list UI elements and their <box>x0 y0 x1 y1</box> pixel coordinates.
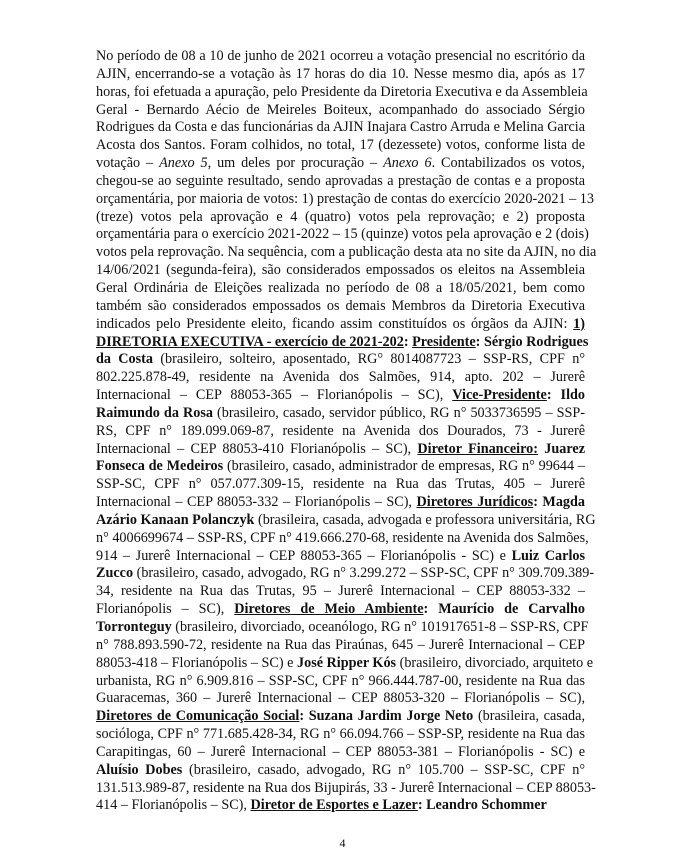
text-line <box>96 708 585 726</box>
text-line <box>96 529 589 548</box>
text-segment: (brasileiro, solteiro, aposentado, RG° 8014087723 – SSP-RS, CPF n° <box>153 351 585 368</box>
text-line <box>96 583 585 601</box>
emphasized-name-text: : Sérgio Rodrigues <box>475 333 589 350</box>
text-segment: orçamentária para o exercício 2021-2022 – 15 (quinze) votos pela aprovação e 2 (dois) <box>96 226 589 243</box>
text-line <box>96 779 596 798</box>
text-segment: Rodrigues da Costa e das funcionárias da AJIN Inajara Castro Arruda e Melina Garcia <box>96 119 585 136</box>
page-number: 4 <box>339 836 346 850</box>
text-line <box>96 565 595 583</box>
text-segment: indicados pelo Presidente eleito, ficando assim constituídos os órgãos da AJIN: <box>96 315 574 332</box>
text-segment: orçamentária, por maioria de votos: 1) prestação de contas do exercício 2020-2021 – 13 <box>96 190 594 207</box>
text-segment: 131.513.989-87, residente na Rua dos Bijupirás, 33 - Jurerê Internacional – CEP 88053- <box>96 779 596 796</box>
text-segment: (brasileiro, casado, administrador de empresas, RG n° 99644 – <box>223 458 585 475</box>
section-heading-text: Vice-Presidente <box>452 387 547 404</box>
text-line <box>96 548 585 566</box>
text-segment: Florianópolis – SC), <box>96 601 235 618</box>
text-line <box>96 351 585 369</box>
text-segment: (brasileiro, casado, advogado, RG n° 3.299.272 – SSP-SC, CPF n° 309.709.389- <box>133 565 595 582</box>
text-line <box>96 316 585 334</box>
text-segment: 802.225.878-49, residente na Avenida dos Salmões, 914, apto. 202 – Jurerê <box>96 369 585 386</box>
text-line <box>96 280 585 298</box>
emphasized-name-text: : Leandro Schommer <box>417 797 547 814</box>
section-heading-text: Diretor Financeiro: <box>417 440 538 457</box>
text-line <box>96 744 585 762</box>
text-line <box>96 173 585 191</box>
text-line <box>96 423 585 441</box>
text-segment: SSP-SC, CPF n° 057.077.309-15, residente na Rua das Trutas, 405 – Jurerê <box>96 476 585 493</box>
text-line <box>96 458 585 476</box>
text-segment: socióloga, CPF n° 771.685.428-34, RG n° 66.094.766 – SSP-SP, residente na Rua das <box>96 726 585 743</box>
text-segment: Anexo 5 <box>159 155 208 172</box>
text-line <box>96 405 585 423</box>
section-heading-text: 1) <box>573 315 585 332</box>
text-segment: Guaracemas, 360 – Jurerê Internacional – CEP 88053-320 – Florianópolis – SC), <box>96 690 585 707</box>
text-segment: RS, CPF n° 189.099.069-87, residente na Avenida dos Dourados, 73 - Jurerê <box>96 422 585 439</box>
text-line <box>96 726 585 744</box>
text-segment: Carapitingas, 60 – Jurerê Internacional – CEP 88053-381 – Florianópolis - SC) e <box>96 743 585 760</box>
text-line <box>96 209 585 227</box>
text-segment: (brasileiro, divorciado, arquiteto e <box>396 654 594 671</box>
text-segment: 34, residente na Rua das Trutas, 95 – Jurerê Internacional – CEP 88053-332 – <box>96 583 585 600</box>
text-line <box>96 369 585 387</box>
section-heading-text: Diretores de Comunicação Social <box>96 708 300 725</box>
text-line <box>96 119 585 137</box>
text-segment: Anexo 6 <box>383 155 432 172</box>
emphasized-name-text: da Costa <box>96 351 153 368</box>
section-heading-text: Diretores Jurídicos <box>416 494 534 511</box>
text-segment: (brasileiro, casado, servidor público, RG n° 5033736595 – SSP- <box>212 404 585 421</box>
text-segment: Geral - Bernardo Aécio de Meireles Boiteux, acompanhado do associado Sérgio <box>96 101 585 118</box>
text-segment: chegou-se ao seguinte resultado, sendo aprovadas a prestação de contas e a proposta <box>96 172 585 189</box>
text-line <box>96 441 585 459</box>
text-line <box>96 83 588 102</box>
text-segment: urbanista, RG n° 6.909.816 – SSP-SC, CPF n° 966.444.787-00, residente na Rua das <box>96 672 585 689</box>
emphasized-name-text: Luiz Carlos <box>511 547 585 564</box>
section-heading-text: DIRETORIA EXECUTIVA - exercício de 2021-202 <box>96 333 404 350</box>
emphasized-name-text: Torronteguy <box>96 619 172 635</box>
text-segment: 14/06/2021 (segunda-feira), são considerados empossados os eleitos na Assembleia <box>96 262 585 279</box>
emphasized-name-text: José Ripper Kós <box>297 654 397 671</box>
text-line <box>96 226 589 244</box>
emphasized-name-text: Raimundo da Rosa <box>96 404 213 421</box>
text-segment: Internacional – CEP 88053-365 – Florianópolis – SC), <box>96 387 453 404</box>
text-segment: . Contabilizados os votos, <box>431 155 585 172</box>
text-line <box>96 690 585 708</box>
text-line <box>96 66 585 84</box>
text-line <box>96 601 585 619</box>
emphasized-name-text: Azário Kanaan Polanczyk <box>96 511 255 528</box>
text-segment: AJIN, encerrando-se a votação às 17 horas do dia 10. Nesse mesmo dia, após as 17 <box>96 65 585 82</box>
text-segment: (brasileira, casada, <box>473 708 585 725</box>
text-line <box>96 511 596 530</box>
text-line <box>96 619 589 637</box>
body-paragraph <box>96 48 597 815</box>
emphasized-name-text: : <box>403 333 413 350</box>
section-heading-text: Diretores de Meio Ambiente <box>234 601 424 618</box>
text-line <box>96 637 585 655</box>
text-line <box>96 476 585 494</box>
text-line <box>96 244 597 262</box>
emphasized-name-text: Ildo <box>560 387 585 404</box>
emphasized-name-text: : Magda <box>533 494 585 511</box>
text-segment: 914 – Jurerê Internacional – CEP 88053-365 – Florianópolis - SC) e <box>96 547 512 564</box>
text-line <box>96 48 585 66</box>
text-line <box>96 155 585 173</box>
text-segment: (treze) votos pela aprovação e 4 (quatro) votos pela reprovação; e 2) proposta <box>96 208 585 225</box>
text-segment: Acosta dos Santos. Foram colhidos, no total, 17 (dezessete) votos, conforme lista de <box>96 137 585 154</box>
text-segment: 88053-418 – Florianópolis – SC) e <box>96 654 297 671</box>
text-line <box>96 190 594 209</box>
text-line <box>96 333 589 352</box>
text-segment: horas, foi efetuada a apuração, pelo Presidente da Diretoria Executiva e da Assembleia <box>96 83 588 100</box>
text-line <box>96 797 585 815</box>
text-segment: n° 4006699674 – SSP-RS, CPF n° 419.666.270-68, residente na Avenida dos Salmões, <box>96 529 589 546</box>
text-line <box>96 762 585 780</box>
text-line <box>96 494 585 512</box>
emphasized-name-text: Juarez <box>537 440 585 457</box>
text-segment: 414 – Florianópolis – SC), <box>96 797 251 814</box>
text-segment: (brasileiro, divorciado, oceanólogo, RG n° 101917651-8 – SSP-RS, CPF <box>171 619 589 635</box>
text-line <box>96 262 585 280</box>
text-line <box>96 102 585 120</box>
emphasized-name-text: Fonseca de Medeiros <box>96 458 224 475</box>
emphasized-name-text: Aluísio Dobes <box>96 761 183 778</box>
text-segment: No período de 08 a 10 de junho de 2021 ocorreu a votação presencial no escritório da <box>96 48 585 64</box>
text-segment: (brasileiro, casado, advogado, RG n° 105.700 – SSP-SC, CPF n° <box>182 761 586 778</box>
text-segment: n° 788.893.590-72, residente na Rua das Piraúnas, 645 – Jurerê Internacional – CEP <box>96 636 585 653</box>
text-line <box>96 654 594 673</box>
text-segment: votos pela reprovação. Na sequência, com a publicação desta ata no site da AJIN, no dia <box>96 244 597 261</box>
emphasized-name-text: : Suzana Jardim Jorge Neto <box>299 708 474 725</box>
text-segment: , um deles por procuração – <box>207 155 384 172</box>
emphasized-name-text: Zucco <box>96 565 134 582</box>
section-heading-text: Presidente <box>412 333 476 350</box>
text-segment: também são considerados empossados os demais Membros da Diretoria Executiva <box>96 297 585 314</box>
emphasized-name-text: : Maurício de Carvalho <box>423 601 586 618</box>
text-segment: (brasileira, casada, advogada e professora universitária, RG <box>254 511 596 528</box>
text-line <box>96 387 585 405</box>
text-segment: Internacional – CEP 88053-332 – Florianópolis – SC), <box>96 494 417 511</box>
text-segment: Internacional – CEP 88053-410 Florianópolis – SC), <box>96 440 418 457</box>
section-heading-text: Diretor de Esportes e Lazer <box>250 797 418 814</box>
text-line <box>96 137 585 155</box>
text-line <box>96 298 585 316</box>
text-line <box>96 673 585 691</box>
text-segment: Geral Ordinária de Eleições realizada no período de 08 a 18/05/2021, bem como <box>96 279 585 296</box>
emphasized-name-text: : <box>546 387 561 404</box>
text-segment: votação – <box>96 155 160 172</box>
